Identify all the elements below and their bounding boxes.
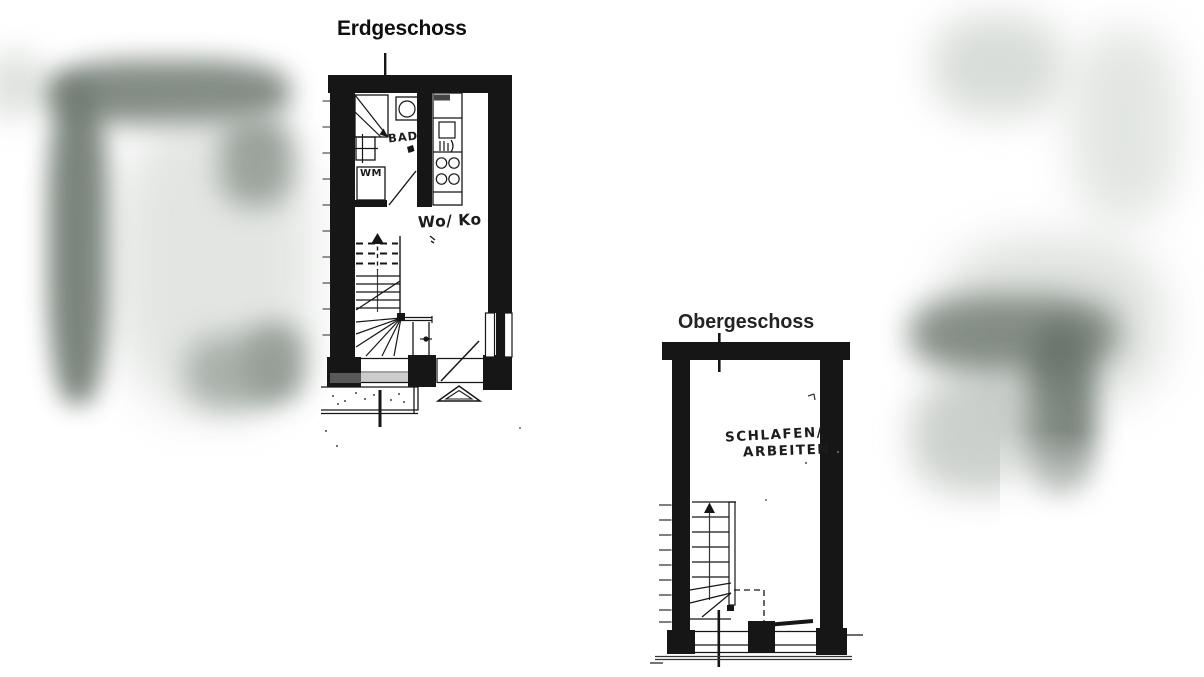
eg-threshold (330, 373, 408, 383)
stair-direction-arrow (371, 233, 384, 244)
og-staircase (690, 502, 736, 619)
erdgeschoss-plan (321, 53, 512, 447)
eg-porch (321, 387, 418, 447)
hob-burner (436, 158, 446, 168)
hob-burner (449, 174, 459, 184)
room-label-wohnen-kochen: Wo/ Ko (417, 210, 483, 232)
eg-entrance-door-leaf (441, 341, 479, 381)
woko-scribble (430, 236, 435, 243)
kitchen-tap (451, 140, 453, 152)
bath-door-leaf (389, 171, 416, 205)
obergeschoss-title: Obergeschoss (678, 311, 815, 333)
og-left-wall-ticks (659, 505, 672, 622)
entrance-triangle-marker (438, 386, 480, 401)
eg-staircase (356, 233, 432, 357)
room-label-bad: BAD (387, 128, 419, 146)
kitchen-sink (439, 122, 455, 138)
hob-burner (449, 158, 459, 168)
room-label-schlafen: SCHLAFEN/ (724, 424, 824, 446)
eg-left-wall-ticks (323, 101, 331, 335)
obergeschoss-plan (519, 333, 863, 667)
kitchen-smudge-label (434, 95, 450, 101)
room-label-wm: WM (360, 168, 382, 179)
bath-door-handle-mark (407, 145, 415, 153)
porch-stipple (325, 392, 405, 447)
stair-direction-arrow (704, 503, 715, 514)
room-label-arbeiten: ARBEITEN (742, 441, 831, 461)
hob-burner (436, 174, 446, 184)
toilet-bowl (399, 101, 415, 117)
og-walls (662, 333, 850, 667)
erdgeschoss-title: Erdgeschoss (337, 17, 467, 40)
